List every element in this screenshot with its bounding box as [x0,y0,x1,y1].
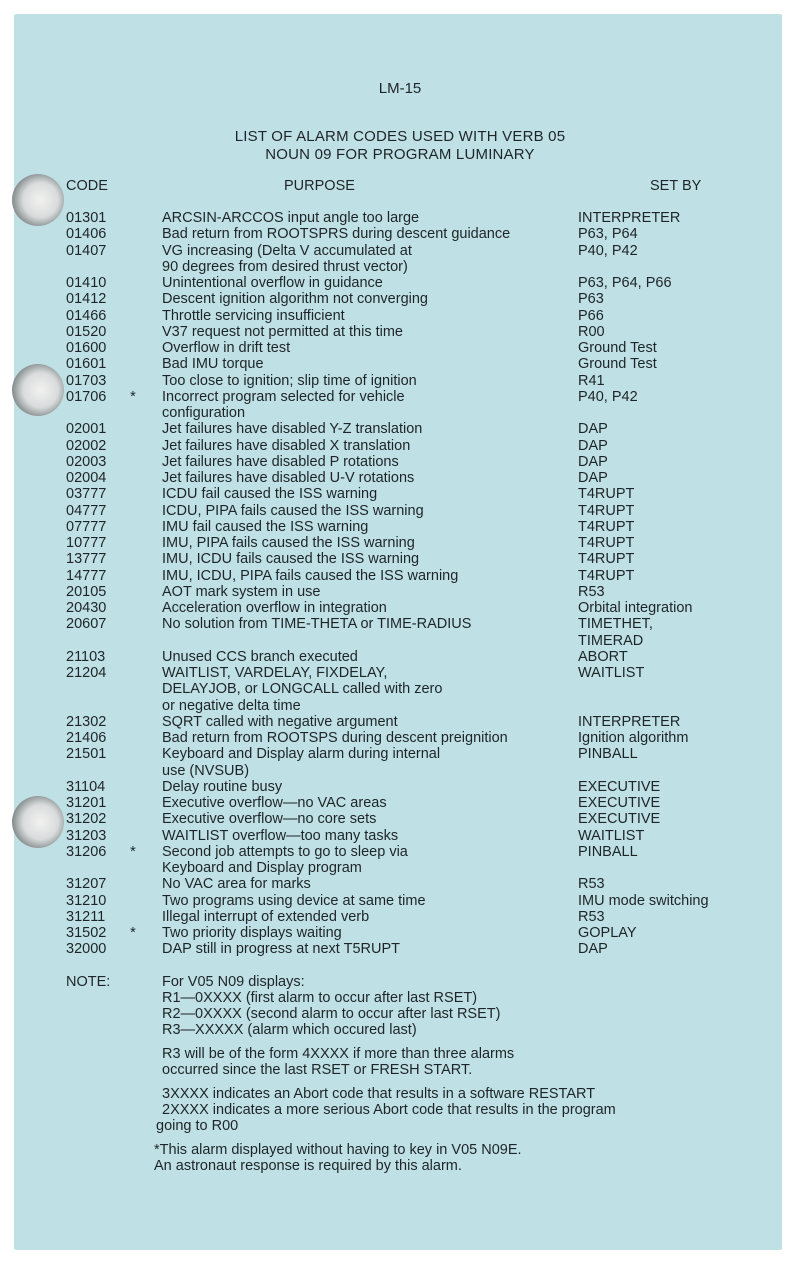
alarm-purpose [162,746,572,779]
purpose-line: WAITLIST overflow—too many tasks [162,827,399,844]
purpose-line: Second job attempts to go to sleep via [162,843,408,860]
binder-hole [12,796,64,848]
alarm-code: 14777 [66,567,107,584]
alarm-purpose [162,811,572,827]
alarm-purpose [162,779,572,795]
alarm-code: 01410 [66,275,107,291]
alarm-set-by [578,226,778,242]
asterisk-marker: * [130,843,136,860]
set-by-line: TIMERAD [578,632,644,649]
note-line: An astronaut response is required by this alarm. [154,1158,462,1174]
alarm-set-by [578,909,778,925]
purpose-line: No solution from TIME-THETA or TIME-RADIUS [162,616,472,633]
set-by-line: EXECUTIVE [578,811,661,828]
alarm-set-by [578,828,778,844]
alarm-set-by [578,941,778,957]
alarm-purpose [162,551,572,567]
alarm-code: 01600 [66,340,107,356]
purpose-line: or negative delta time [162,697,301,714]
alarm-set-by [578,308,778,324]
alarm-code: 31211 [66,908,106,925]
alarm-code: 01601 [66,356,107,373]
purpose-line: AOT mark system in use [162,583,321,600]
purpose-line: Two priority displays waiting [162,925,342,941]
note-line: R3 will be of the form 4XXXX if more than three alarms [162,1046,515,1062]
alarm-purpose [162,730,572,746]
purpose-line: DAP still in progress at next T5RUPT [162,941,400,958]
set-by-line: Ground Test [578,340,657,356]
purpose-line: Acceleration overflow in integration [162,600,387,616]
alarm-purpose [162,373,572,389]
note-line: occurred since the last RSET or FRESH START. [162,1062,473,1078]
set-by-line: T4RUPT [578,567,635,584]
purpose-line: Jet failures have disabled P rotations [162,453,399,470]
alarm-code: 02001 [66,421,107,438]
set-by-line: ABORT [578,648,628,665]
alarm-code: 01703 [66,372,107,389]
alarm-code: 01520 [66,323,107,340]
purpose-line: ARCSIN-ARCCOS input angle too large [162,210,420,226]
alarm-purpose [162,486,572,502]
column-header-purpose: PURPOSE [284,178,355,194]
alarm-purpose [162,389,572,422]
alarm-purpose [162,795,572,811]
purpose-line: No VAC area for marks [162,876,311,893]
note-line: 3XXXX indicates an Abort code that results in a software RESTART [162,1086,596,1102]
set-by-line: Ground Test [578,356,657,373]
alarm-code: 32000 [66,941,107,958]
set-by-line: PINBALL [578,746,638,763]
alarm-purpose [162,844,572,877]
alarm-purpose [162,893,572,909]
alarm-code: 01301 [66,210,107,226]
alarm-purpose [162,925,572,941]
alarm-set-by [578,730,778,746]
set-by-line: P40, P42 [578,242,638,259]
alarm-purpose [162,421,572,437]
alarm-purpose [162,568,572,584]
alarm-set-by [578,519,778,535]
alarm-set-by [578,210,778,226]
alarm-set-by [578,243,778,259]
alarm-purpose [162,941,572,957]
alarm-set-by [578,893,778,909]
alarm-code: 21501 [66,746,107,763]
alarm-set-by [578,503,778,519]
alarm-code: 07777 [66,518,107,535]
set-by-line: DAP [578,421,608,438]
alarm-set-by [578,876,778,892]
set-by-line: DAP [578,470,608,486]
alarm-purpose [162,909,572,925]
alarm-set-by [578,356,778,372]
purpose-line: use (NVSUB) [162,762,250,779]
set-by-line: IMU mode switching [578,892,709,909]
note-line: *This alarm displayed without having to key in V05 N09E. [154,1142,522,1158]
alarm-set-by [578,600,778,616]
purpose-line: Executive overflow—no core sets [162,811,377,828]
alarm-purpose [162,438,572,454]
alarm-code: 10777 [66,535,107,551]
purpose-line: IMU, ICDU, PIPA fails caused the ISS warning [162,567,459,584]
note-line: 2XXXX indicates a more serious Abort code that results in the program [162,1102,616,1118]
alarm-set-by [578,421,778,437]
alarm-purpose [162,470,572,486]
alarm-purpose [162,876,572,892]
alarm-set-by [578,714,778,730]
set-by-line: T4RUPT [578,551,635,568]
set-by-line: P40, P42 [578,388,638,405]
purpose-line: Bad return from ROOTSPS during descent preignition [162,730,508,746]
alarm-code: 31104 [66,778,106,795]
purpose-line: Incorrect program selected for vehicle [162,388,405,405]
purpose-line: Keyboard and Display alarm during internal [162,746,441,763]
alarm-set-by [578,535,778,551]
purpose-line: 90 degrees from desired thrust vector) [162,258,408,275]
alarm-purpose [162,356,572,372]
set-by-line: P63, P64, P66 [578,275,672,291]
set-by-line: EXECUTIVE [578,778,661,795]
alarm-code: 02002 [66,437,107,454]
alarm-set-by [578,373,778,389]
alarm-set-by [578,291,778,307]
binder-hole [12,364,64,416]
alarm-code: 31202 [66,811,107,828]
alarm-set-by [578,925,778,941]
alarm-code: 20607 [66,616,107,633]
set-by-line: WAITLIST [578,827,645,844]
purpose-line: IMU, ICDU fails caused the ISS warning [162,551,420,568]
alarm-set-by [578,844,778,860]
alarm-purpose [162,665,572,714]
set-by-line: DAP [578,941,608,958]
set-by-line: WAITLIST [578,665,645,681]
alarm-purpose [162,519,572,535]
set-by-line: GOPLAY [578,925,637,941]
purpose-line: Illegal interrupt of extended verb [162,908,370,925]
set-by-line: EXECUTIVE [578,795,661,811]
alarm-set-by [578,551,778,567]
purpose-line: IMU fail caused the ISS warning [162,518,369,535]
alarm-set-by [578,746,778,762]
set-by-line: T4RUPT [578,535,635,551]
set-by-line: T4RUPT [578,486,635,503]
page-title-line-1: LIST OF ALARM CODES USED WITH VERB 05 [234,128,566,145]
set-by-line: INTERPRETER [578,713,681,730]
purpose-line: V37 request not permitted at this time [162,323,403,340]
alarm-set-by [578,811,778,827]
alarm-purpose [162,649,572,665]
purpose-line: configuration [162,405,246,421]
asterisk-marker: * [130,925,136,941]
alarm-purpose [162,275,572,291]
column-header-set-by: SET BY [650,178,702,194]
purpose-line: Throttle servicing insufficient [162,307,345,324]
set-by-line: Ignition algorithm [578,730,689,746]
set-by-line: P63, P64 [578,226,638,243]
alarm-code: 03777 [66,486,107,503]
alarm-purpose [162,210,572,226]
alarm-code: 31502 [66,925,107,941]
alarm-purpose [162,535,572,551]
alarm-code: 31207 [66,876,107,893]
purpose-line: Bad IMU torque [162,356,264,373]
alarm-purpose [162,828,572,844]
page-title-line-2: NOUN 09 FOR PROGRAM LUMINARY [265,146,535,163]
purpose-line: Delay routine busy [162,778,283,795]
alarm-purpose [162,714,572,730]
alarm-code: 01706 [66,388,107,405]
alarm-code: 02004 [66,470,107,486]
set-by-line: R41 [578,372,605,389]
asterisk-marker: * [130,388,136,405]
purpose-line: DELAYJOB, or LONGCALL called with zero [162,681,443,698]
purpose-line: ICDU, PIPA fails caused the ISS warning [162,502,424,519]
purpose-line: Jet failures have disabled X translation [162,437,411,454]
alarm-purpose [162,324,572,340]
alarm-set-by [578,665,778,681]
purpose-line: Keyboard and Display program [162,860,362,876]
purpose-line: Executive overflow—no VAC areas [162,795,387,811]
alarm-code: 31210 [66,892,107,909]
page-number: LM-15 [378,80,422,97]
note-label: NOTE: [66,974,111,990]
purpose-line: Two programs using device at same time [162,892,426,909]
alarm-set-by [578,616,778,649]
alarm-code: 01406 [66,226,107,243]
alarm-set-by [578,324,778,340]
purpose-line: Overflow in drift test [162,340,291,356]
alarm-code: 21406 [66,730,107,746]
alarm-set-by [578,389,778,405]
purpose-line: VG increasing (Delta V accumulated at [162,242,412,259]
set-by-line: T4RUPT [578,502,635,519]
alarm-set-by [578,779,778,795]
purpose-line: ICDU fail caused the ISS warning [162,486,378,503]
alarm-set-by [578,275,778,291]
alarm-code: 21204 [66,665,107,681]
alarm-code: 20430 [66,600,107,616]
note-line: For V05 N09 displays: [162,974,305,990]
alarm-code: 31203 [66,827,107,844]
note-line: going to R00 [156,1118,239,1134]
alarm-set-by [578,568,778,584]
set-by-line: INTERPRETER [578,210,681,226]
set-by-line: R53 [578,876,605,893]
set-by-line: R53 [578,908,605,925]
alarm-code: 02003 [66,453,107,470]
alarm-purpose [162,503,572,519]
purpose-line: IMU, PIPA fails caused the ISS warning [162,535,415,551]
alarm-set-by [578,584,778,600]
note-line: R3—XXXXX (alarm which occured last) [162,1022,417,1038]
alarm-purpose [162,600,572,616]
column-header-code: CODE [66,178,108,194]
alarm-code: 01412 [66,291,107,308]
alarm-purpose [162,226,572,242]
alarm-purpose [162,243,572,276]
alarm-purpose [162,616,572,632]
alarm-code: 01407 [66,242,107,259]
alarm-set-by [578,340,778,356]
set-by-line: R53 [578,583,605,600]
set-by-line: Orbital integration [578,600,693,616]
alarm-purpose [162,454,572,470]
alarm-purpose [162,308,572,324]
note-line: R2—0XXXX (second alarm to occur after last RSET) [162,1006,501,1022]
purpose-line: WAITLIST, VARDELAY, FIXDELAY, [162,665,388,681]
purpose-line: Bad return from ROOTSPRS during descent guidance [162,226,511,243]
alarm-code: 21302 [66,713,107,730]
set-by-line: R00 [578,323,605,340]
purpose-line: Descent ignition algorithm not converging [162,291,428,308]
alarm-set-by [578,795,778,811]
purpose-line: Unintentional overflow in guidance [162,275,383,291]
note-line: R1—0XXXX (first alarm to occur after last RSET) [162,990,478,1006]
alarm-code: 31201 [66,795,107,811]
alarm-code: 21103 [66,648,106,665]
set-by-line: DAP [578,453,608,470]
set-by-line: T4RUPT [578,518,635,535]
alarm-code: 13777 [66,551,107,568]
purpose-line: Jet failures have disabled U-V rotations [162,470,415,486]
alarm-set-by [578,438,778,454]
purpose-line: SQRT called with negative argument [162,713,398,730]
set-by-line: TIMETHET, [578,616,653,633]
alarm-set-by [578,649,778,665]
set-by-line: DAP [578,437,608,454]
alarm-purpose [162,584,572,600]
set-by-line: P66 [578,307,604,324]
purpose-line: Too close to ignition; slip time of ignition [162,372,417,389]
alarm-code: 04777 [66,502,107,519]
alarm-code: 31206 [66,843,107,860]
alarm-code: 20105 [66,583,107,600]
set-by-line: P63 [578,291,604,308]
alarm-code: 01466 [66,307,107,324]
alarm-purpose [162,291,572,307]
alarm-purpose [162,340,572,356]
set-by-line: PINBALL [578,843,638,860]
binder-hole [12,174,64,226]
purpose-line: Unused CCS branch executed [162,648,358,665]
alarm-set-by [578,454,778,470]
alarm-set-by [578,486,778,502]
purpose-line: Jet failures have disabled Y-Z translation [162,421,423,438]
alarm-set-by [578,470,778,486]
